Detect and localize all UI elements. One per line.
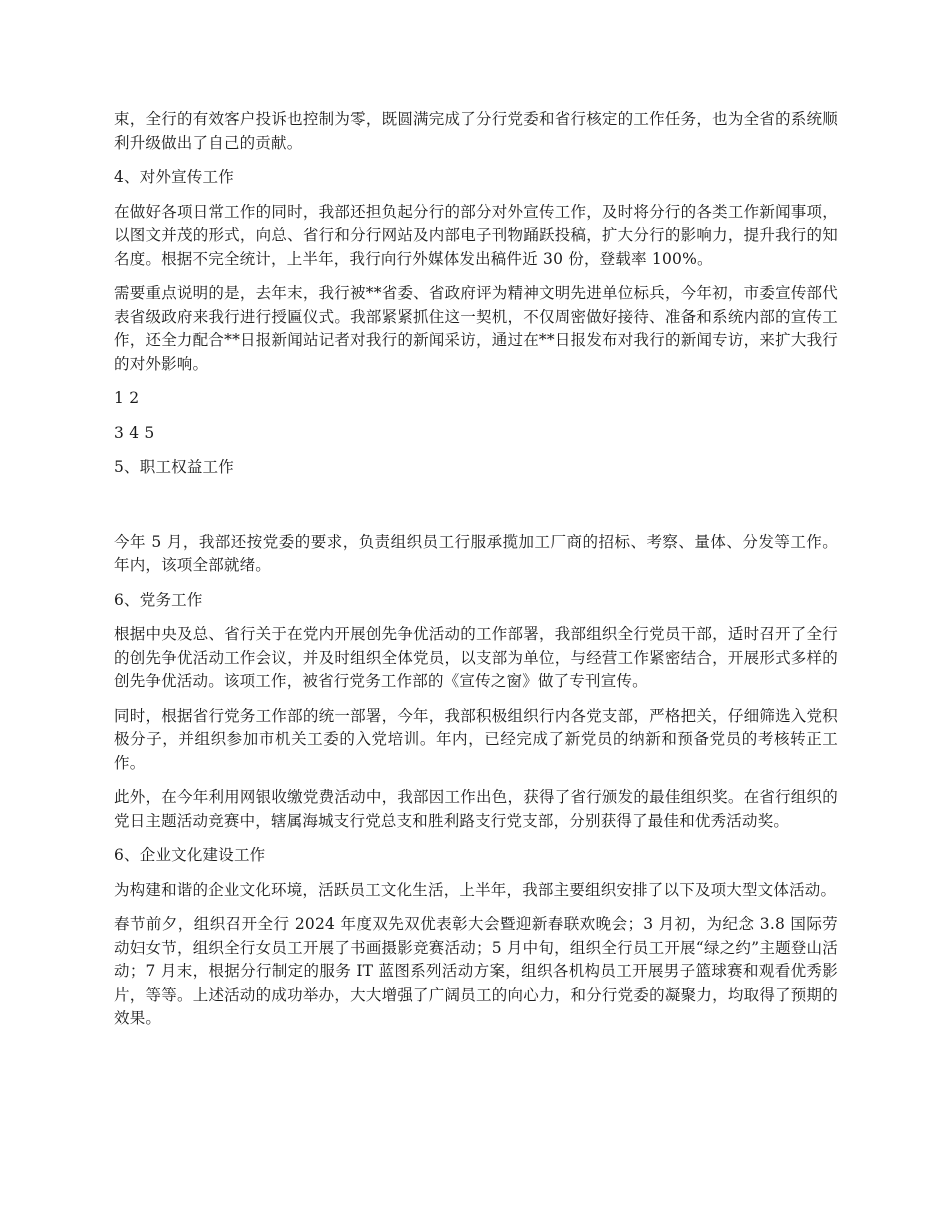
heading-external-publicity: 4、对外宣传工作 — [114, 168, 234, 186]
paragraph-culture-1: 为构建和谐的企业文化环境，活跃员工文化生活，上半年，我部主要组织安排了以下及项大型文体活动。 — [114, 880, 837, 899]
heading-corporate-culture: 6、企业文化建设工作 — [114, 846, 266, 864]
paragraph-party-1: 根据中央及总、省行关于在党内开展创先争优活动的工作部署，我部组织全行党员干部，适时召开了全行的创先争优活动工作会议，并及时组织全体党员，以支部为单位，与经营工作紧密结合，开展形式多样的创先争优活动。该项工作，被省行党务工作部的《宣传之窗》做了专刊宣传。 — [114, 625, 838, 690]
paragraph-intro: 束，全行的有效客户投诉也控制为零，既圆满完成了分行党委和省行核定的工作任务，也为全省的系统顺利升级做出了自己的贡献。 — [114, 110, 838, 152]
heading-party-affairs: 6、党务工作 — [114, 590, 203, 609]
paragraph-culture-2: 春节前夕，组织召开全行 2024 年度双先双优表彰大会暨迎新春联欢晚会；3 月初，为纪念 3.8 国际劳动妇女节，组织全行女员工开展了书画摄影竞赛活动；5 月中旬，组织全行员工开展“绿之约”主题登山活动；7 月末，根据分行制定的服务 IT 蓝图系列活动方案，组织各机构员工开展男子篮球赛和观看优秀影片，等等。上述活动的成功举办，大大增强了广阔员工的向心力，和分行党委的凝聚力，均取得了预期的效果。 — [114, 915, 838, 1027]
paragraph-employee-rights: 今年 5 月，我部还按党委的要求，负责组织员工行服承揽加工厂商的招标、考察、量体、分发等工作。年内，该项全部就绪。 — [114, 532, 838, 574]
page-numbers-line-1: 1 2 — [114, 389, 140, 407]
paragraph-party-2: 同时，根据省行党务工作部的统一部署，今年，我部积极组织行内各党支部，严格把关，仔细筛选入党积极分子，并组织参加市机关工委的入党培训。年内，已经完成了新党员的纳新和预备党员的考核转正工作。 — [114, 706, 838, 772]
heading-employee-rights: 5、职工权益工作 — [114, 458, 234, 476]
paragraph-publicity-2: 需要重点说明的是，去年末，我行被**省委、省政府评为精神文明先进单位标兵，今年初，市委宣传部代表省级政府来我行进行授匾仪式。我部紧紧抓住这一契机，不仅周密做好接待、准备和系统内部的宣传工作，还全力配合**日报新闻站记者对我行的新闻采访，通过在**日报发布对我行的新闻专访，来扩大我行的对外影响。 — [114, 284, 838, 373]
blank-gap — [114, 491, 838, 531]
paragraph-party-3: 此外，在今年利用网银收缴党费活动中，我部因工作出色，获得了省行颁发的最佳组织奖。在省行组织的党日主题活动竞赛中，辖属海城支行党总支和胜利路支行党支部，分别获得了最佳和优秀活动奖。 — [114, 788, 838, 830]
paragraph-publicity-1: 在做好各项日常工作的同时，我部还担负起分行的部分对外宣传工作，及时将分行的各类工作新闻事项，以图文并茂的形式，向总、省行和分行网站及内部电子刊物踊跃投稿，扩大分行的影响力，提升我行的知名度。根据不完全统计，上半年，我行向行外媒体发出稿件近 30 份，登载率 100%。 — [114, 202, 838, 268]
document-body — [114, 108, 838, 1042]
page-numbers-line-2: 3 4 5 — [114, 423, 155, 442]
